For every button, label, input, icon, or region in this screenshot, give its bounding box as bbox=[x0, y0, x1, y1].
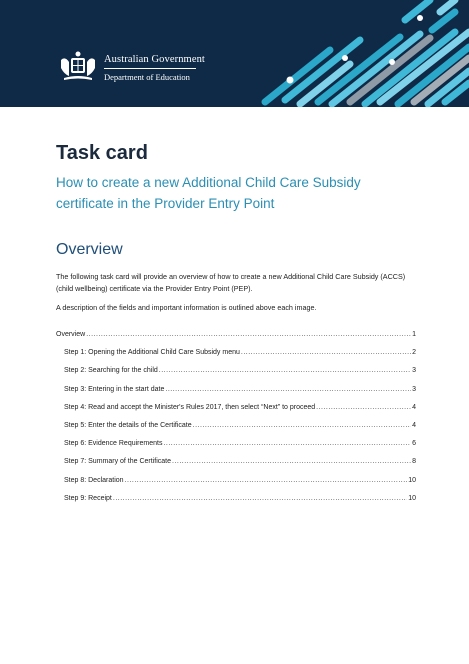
toc-leader bbox=[113, 490, 407, 508]
toc-entry-step-4[interactable] bbox=[56, 399, 416, 417]
toc-page-number: 10 bbox=[408, 476, 416, 484]
toc-page-number: 3 bbox=[412, 385, 416, 393]
coat-of-arms-icon bbox=[58, 50, 98, 82]
toc-entry-step-5[interactable] bbox=[56, 417, 416, 435]
table-of-contents bbox=[56, 326, 416, 508]
overview-heading: Overview bbox=[56, 241, 123, 258]
toc-leader bbox=[159, 362, 411, 380]
toc-entry-step-2[interactable] bbox=[56, 362, 416, 380]
toc-leader bbox=[172, 453, 411, 471]
toc-entry-step-6[interactable] bbox=[56, 435, 416, 453]
toc-entry-step-9[interactable] bbox=[56, 490, 416, 508]
toc-label: Overview bbox=[56, 331, 86, 338]
logo-divider bbox=[104, 68, 196, 69]
department-name: Department of Education bbox=[104, 72, 190, 82]
toc-leader bbox=[241, 344, 411, 362]
toc-entry-step-8[interactable] bbox=[56, 472, 416, 490]
toc-label: Step 1: Opening the Additional Child Care Subsidy menu bbox=[64, 349, 240, 357]
toc-label: Step 5: Enter the details of the Certificate bbox=[64, 421, 192, 429]
toc-leader bbox=[86, 326, 411, 344]
page-subtitle: How to create a new Additional Child Care Subsidy certificate in the Provider Entry Point bbox=[56, 175, 361, 211]
page-title: Task card bbox=[56, 142, 148, 164]
toc-entry-step-3[interactable] bbox=[56, 381, 416, 399]
toc-leader bbox=[163, 435, 411, 453]
toc-label: Step 6: Evidence Requirements bbox=[64, 440, 163, 448]
banner-divider bbox=[0, 107, 469, 111]
toc-label: Step 8: Declaration bbox=[64, 476, 124, 484]
toc-label: Step 7: Summary of the Certificate bbox=[64, 458, 171, 466]
intro-paragraph: The following task card will provide an overview of how to create a new Additional Child Care Subsidy (ACCS) (child wellbeing) certificate via the Provider Entry Point (PEP). bbox=[56, 272, 406, 293]
toc-page-number: 3 bbox=[412, 367, 416, 375]
toc-label: Step 3: Entering in the start date bbox=[64, 385, 165, 393]
toc-label: Step 9: Receipt bbox=[64, 494, 112, 502]
toc-leader bbox=[165, 381, 411, 399]
toc-entry-step-7[interactable] bbox=[56, 453, 416, 471]
toc-page-number: 4 bbox=[412, 421, 416, 429]
toc-page-number: 1 bbox=[412, 331, 416, 338]
toc-entry-step-1[interactable] bbox=[56, 344, 416, 362]
toc-entry-overview[interactable] bbox=[56, 326, 416, 344]
document-body bbox=[56, 140, 416, 508]
toc-page-number: 4 bbox=[412, 403, 416, 411]
header-banner bbox=[0, 0, 469, 107]
toc-leader bbox=[125, 472, 408, 490]
toc-page-number: 2 bbox=[412, 349, 416, 357]
toc-leader bbox=[316, 399, 411, 417]
toc-label: Step 2: Searching for the child bbox=[64, 367, 158, 375]
toc-page-number: 6 bbox=[412, 440, 416, 448]
description-paragraph: A description of the fields and important information is outlined above each image. bbox=[56, 303, 317, 312]
toc-page-number: 10 bbox=[408, 494, 416, 502]
toc-label: Step 4: Read and accept the Minister's Rules 2017, then select “Next” to proceed bbox=[64, 403, 316, 411]
toc-page-number: 8 bbox=[412, 458, 416, 466]
government-name: Australian Government bbox=[104, 54, 205, 65]
government-logo-text bbox=[104, 54, 205, 82]
toc-leader bbox=[193, 417, 411, 435]
